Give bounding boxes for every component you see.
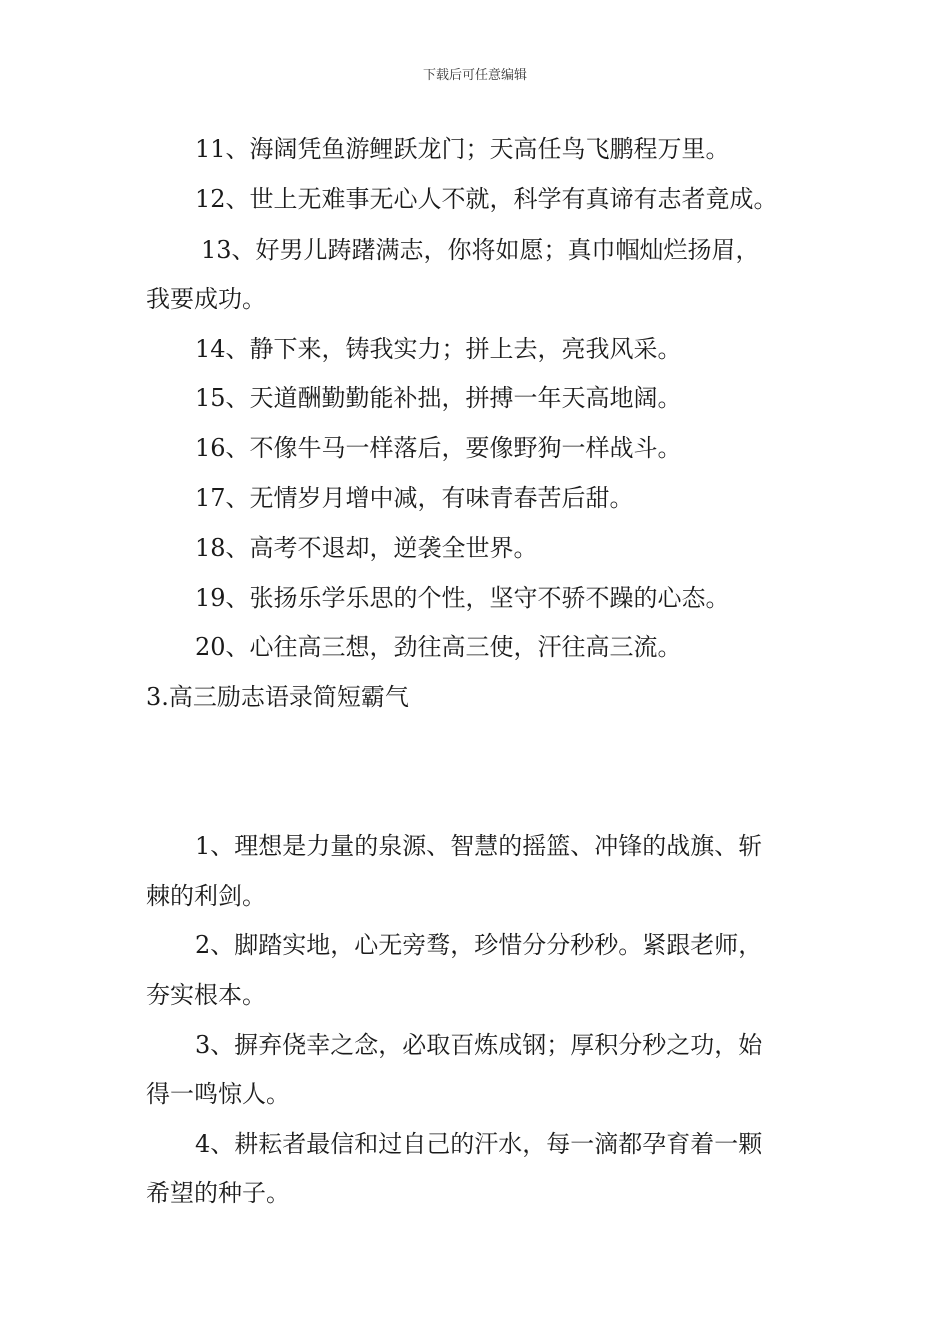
quote-2: 2、脚踏实地，心无旁骛，珍惜分分秒秒。紧跟老师， bbox=[195, 931, 763, 959]
page-header: 下载后可任意编辑 bbox=[422, 68, 527, 83]
quote-4: 4、耕耘者最信和过自己的汗水，每一滴都孕育着一颗 bbox=[195, 1130, 763, 1158]
quote-12: 12、世上无难事无心人不就，科学有真谛有志者竟成。 bbox=[195, 185, 778, 213]
quote-19: 19、张扬乐学乐思的个性，坚守不骄不躁的心态。 bbox=[195, 584, 730, 612]
quote-14: 14、静下来，铸我实力；拼上去，亮我风采。 bbox=[195, 335, 682, 363]
quote-18: 18、高考不退却，逆袭全世界。 bbox=[195, 534, 538, 562]
quote-1-continued: 棘的利剑。 bbox=[146, 882, 266, 910]
quote-4-continued: 希望的种子。 bbox=[146, 1179, 290, 1207]
quote-15: 15、天道酬勤勤能补拙，拼搏一年天高地阔。 bbox=[195, 384, 682, 412]
quote-16: 16、不像牛马一样落后，要像野狗一样战斗。 bbox=[195, 434, 682, 462]
quote-1: 1、理想是力量的泉源、智慧的摇篮、冲锋的战旗、斩 bbox=[195, 832, 763, 860]
quote-17: 17、无情岁月增中减，有味青春苦后甜。 bbox=[195, 484, 634, 512]
quote-13: 13、好男儿踌躇满志，你将如愿；真巾帼灿烂扬眉， bbox=[201, 236, 760, 264]
quote-3: 3、摒弃侥幸之念，必取百炼成钢；厚积分秒之功，始 bbox=[195, 1031, 763, 1059]
quote-3-continued: 得一鸣惊人。 bbox=[146, 1080, 290, 1108]
quote-11: 11、海阔凭鱼游鲤跃龙门；天高任鸟飞鹏程万里。 bbox=[195, 135, 730, 163]
quote-13-continued: 我要成功。 bbox=[146, 285, 266, 313]
quote-20: 20、心往高三想，劲往高三使，汗往高三流。 bbox=[195, 633, 682, 661]
section-heading: 3.高三励志语录简短霸气 bbox=[146, 683, 409, 711]
quote-2-continued: 夯实根本。 bbox=[146, 981, 266, 1009]
